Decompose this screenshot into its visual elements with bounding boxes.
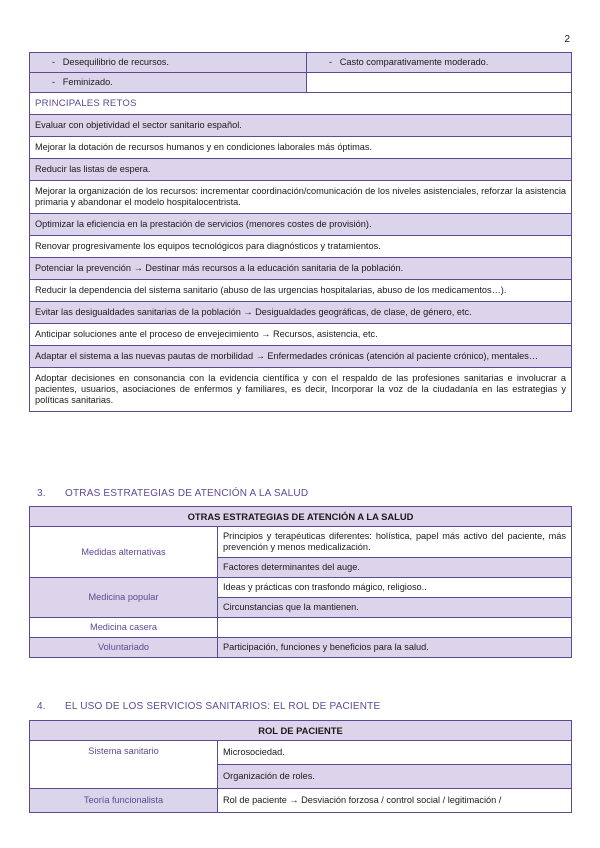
reto-item: Mejorar la organización de los recursos: incrementar coordinación/comunicación de los niveles asistenciales, reforzar la asistencia primaria y abandonar el modelo hospitalocentrista. xyxy=(30,181,572,214)
reto-item: Mejorar la dotación de recursos humanos y en condiciones laborales más óptimas. xyxy=(30,137,572,159)
table-row xyxy=(30,368,572,412)
reto-item: Potenciar la prevención → Destinar más recursos a la educación sanitaria de la población. xyxy=(30,258,572,280)
table-row xyxy=(30,73,572,93)
rol-paciente-table xyxy=(29,720,572,813)
table-cell: Circunstancias que la mantienen. xyxy=(218,598,572,618)
voluntariado-label: Voluntariado xyxy=(30,638,218,658)
page-number: 2 xyxy=(564,34,570,45)
reto-item: Renovar progresivamente los equipos tecnológicos para diagnósticos y tratamientos. xyxy=(30,236,572,258)
table-row xyxy=(30,115,572,137)
reto-item: Evitar las desigualdades sanitarias de la población → Desigualdades geográficas, de clase, de género, etc. xyxy=(30,302,572,324)
reto-item: Optimizar la eficiencia en la prestación de servicios (menores costes de provisión). xyxy=(30,214,572,236)
reto-item: Adaptar el sistema a las nuevas pautas de morbilidad → Enfermedades crónicas (atención al paciente crónico), mentales… xyxy=(30,346,572,368)
table-row xyxy=(30,527,572,558)
retos-table xyxy=(29,52,572,412)
table-cell: Factores determinantes del auge. xyxy=(218,558,572,578)
medidas-alternativas-label: Medidas alternativas xyxy=(30,527,218,578)
table-row xyxy=(30,258,572,280)
table-cell: Organización de roles. xyxy=(218,765,572,789)
list-item: - Desequilibrio de recursos. xyxy=(30,53,307,73)
table-row xyxy=(30,618,572,638)
table-cell: Principios y terapéuticas diferentes: holística, papel más activo del paciente, más prevención y menos medicalización. xyxy=(218,527,572,558)
table-row xyxy=(30,137,572,159)
reto-item: Adoptar decisiones en consonancia con la evidencia científica y con el respaldo de las profesiones sanitarias e involucrar a pacientes, usuarios, asociaciones de enfermos y familiares, es decir, Incorporar la voz de la ciudadanía en las estrategias y políticas sanitarias. xyxy=(30,368,572,412)
table-row xyxy=(30,346,572,368)
reto-item: Anticipar soluciones ante el proceso de envejecimiento → Recursos, asistencia, etc. xyxy=(30,324,572,346)
medicina-popular-label: Medicina popular xyxy=(30,578,218,618)
medicina-casera-label: Medicina casera xyxy=(30,618,218,638)
table-header-row xyxy=(30,721,572,741)
section-4-title: 4. EL USO DE LOS SERVICIOS SANITARIOS: EL ROL DE PACIENTE xyxy=(37,701,381,712)
table-header: ROL DE PACIENTE xyxy=(30,721,572,741)
table-row xyxy=(30,578,572,598)
table-row xyxy=(30,181,572,214)
table-row xyxy=(30,638,572,658)
table-row xyxy=(30,93,572,115)
table-row xyxy=(30,741,572,765)
otras-estrategias-table xyxy=(29,506,572,658)
table-cell xyxy=(218,618,572,638)
table-cell: Ideas y prácticas con trasfondo mágico, religioso.. xyxy=(218,578,572,598)
table-row xyxy=(30,789,572,813)
reto-item: Evaluar con objetividad el sector sanitario español. xyxy=(30,115,572,137)
table-header-row xyxy=(30,507,572,527)
table-cell: Microsociedad. xyxy=(218,741,572,765)
table-cell: Rol de paciente → Desviación forzosa / control social / legitimación / xyxy=(218,789,572,813)
list-item: - Feminizado. xyxy=(30,73,307,93)
reto-item: Reducir las listas de espera. xyxy=(30,159,572,181)
table-row xyxy=(30,236,572,258)
teoria-funcionalista-label: Teoría funcionalista xyxy=(30,789,218,813)
section-3-title: 3. OTRAS ESTRATEGIAS DE ATENCIÓN A LA SALUD xyxy=(37,488,309,499)
retos-heading: PRINCIPALES RETOS xyxy=(30,93,572,115)
table-row xyxy=(30,302,572,324)
list-item: - Casto comparativamente moderado. xyxy=(307,53,572,73)
table-row xyxy=(30,324,572,346)
sistema-sanitario-label: Sistema sanitario xyxy=(30,741,218,789)
table-row xyxy=(30,53,572,73)
reto-item: Reducir la dependencia del sistema sanitario (abuso de las urgencias hospitalarias, abuso de los medicamentos…). xyxy=(30,280,572,302)
table-row xyxy=(30,214,572,236)
table-cell: Participación, funciones y beneficios para la salud. xyxy=(218,638,572,658)
empty-cell xyxy=(307,73,572,93)
table-row xyxy=(30,159,572,181)
table-header: OTRAS ESTRATEGIAS DE ATENCIÓN A LA SALUD xyxy=(30,507,572,527)
table-row xyxy=(30,280,572,302)
